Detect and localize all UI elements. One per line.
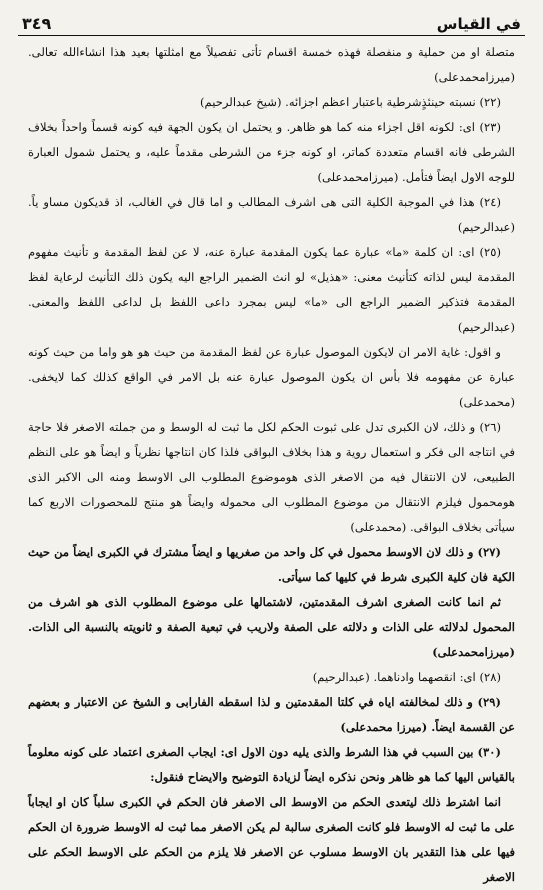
paragraph: (٢٩) و ذلك لمخالفته اياه في كلتا المقدمتين و لذا اسقطه الفارابى و الشيخ عن الاعتبار و بعضهم عن القسمة ايضاً. (ميرزا محمدعلى) bbox=[28, 695, 515, 734]
paragraph: (٢٧) و ذلك لان الاوسط محمول في كل واحد من صغريها و ايضاً مشترك في الكبرى ايضاً من حيث الكية فان كلية الكبرى شرط في كليها كما سيأتى. bbox=[28, 545, 515, 584]
paragraph: (٢٨) اى: انقصهما وادناهما. (عبدالرحيم) bbox=[312, 670, 501, 684]
running-title: في القياس bbox=[436, 15, 521, 33]
paragraph: (٢٣) اى: لكونه اقل اجزاء منه كما هو ظاهر. و يحتمل ان يكون الجهة فيه كونه قسماً واحداً بخلاف الشرطى فانه اقسام متعددة كماتر، او كونه جزء من الشرطى مقدماً عليه، و يحتمل شمول العبارة للوجه الاول ايضاً فتأمل. (ميرزامحمدعلى) bbox=[28, 120, 515, 184]
footnotes-body bbox=[28, 40, 515, 884]
page-number: ٣٤٩ bbox=[22, 14, 52, 33]
paragraph: و اقول: غاية الامر ان لايكون الموصول عبارة عن لفظ المقدمة من حيث هو هو واما من حيث كونه عبارة عن مفهومه فلا بأس ان يكون الموصول عبارة عنه بل الامر في الواقع كذلك كما لايخفى. (محمدعلى) bbox=[28, 345, 515, 409]
paragraph: (٣٠) بين السبب في هذا الشرط والذى يليه دون الاول اى: ايجاب الصغرى اعتماد على كونه معلوماً بالقياس اليها كما هو ظاهر ونحن نذكره ايضاً لزيادة التوضيح والايضاح فنقول: bbox=[28, 745, 515, 784]
paragraph: (٢٥) اى: ان كلمة «ما» عبارة عما يكون المقدمة عبارة عنه، لا عن لفظ المقدمة و تأنيث مفهوم المقدمة ليس لذاته كتأنيث معنى: «هذيل» لو انث الضمير الراجع اليه يكون ذلك التأنيث لرعاية لفظ المقدمة فتذكير الضمير الراجع الى «ما» ليس بمجرد داعى اللفظ بل لداعى اللفظ والمعنى. (عبدالرحيم) bbox=[28, 245, 515, 334]
paragraph: انما اشترط ذلك ليتعدى الحكم من الاوسط الى الاصغر فان الحكم في الكبرى سلباً كان او ايجاباً على ما ثبت له الاوسط فلو كانت الصغرى سالبة لم يكن الاصغر مما ثبت له الاوسط ضرورة ان الحكم فيها على هذا التقدير بان الاوسط مسلوب عن الاصغر فلا يلزم من الحكم على الاوسط الحكم على الاصغر bbox=[28, 795, 515, 884]
paragraph: (٢٢) نسبته حينئذٍشرطية باعتبار اعظم اجزائه. (شيخ عبدالرحيم) bbox=[200, 95, 501, 109]
paragraph: ثم انما كانت الصغرى اشرف المقدمتين، لاشتمالها على موضوع المطلوب الذى هو اشرف من المحمول لدلالته على الذات و دلالته على الصفة ولاريب في تبعية الصفة و ثانويته بالنسبة الى الذات. (ميرزامحمدعلى) bbox=[28, 595, 515, 659]
header-rule bbox=[18, 35, 525, 36]
paragraph: (٢٦) و ذلك، لان الكبرى تدل على ثبوت الحكم لكل ما ثبت له الوسط و من جملته الاصغر فلا حاجة في انتاجه الى فكر و استعمال روية و هذا بخلاف البواقى فلذا كان انتاجها نظرياً و ايضاً هو على النظم الطبيعى، لان الانتقال فيه من الاصغر الذى هوموضوع المطلوب الى الاوسط ومنه الى الاكبر الذى هومحمول فيلزم الانتقال من موضوع المطلوب الى محموله وايضاً هو منتج للمحصورات الاربع كما سيأتى بخلاف البواقى. (محمدعلى) bbox=[28, 420, 515, 534]
paragraph: (٢٤) هذا في الموجبة الكلية التى هى اشرف المطالب و اما قال في الغالب، اذ قديكون مساو ياً. (عبدالرحيم) bbox=[28, 195, 515, 234]
paragraph: متصلة او من حملية و منفصلة فهذه خمسة اقسام تأتى تفصيلاً مع امثلتها بعيد هذا انشاءالله تعالى. (ميرزامحمدعلى) bbox=[28, 45, 515, 84]
page-header bbox=[22, 7, 521, 33]
